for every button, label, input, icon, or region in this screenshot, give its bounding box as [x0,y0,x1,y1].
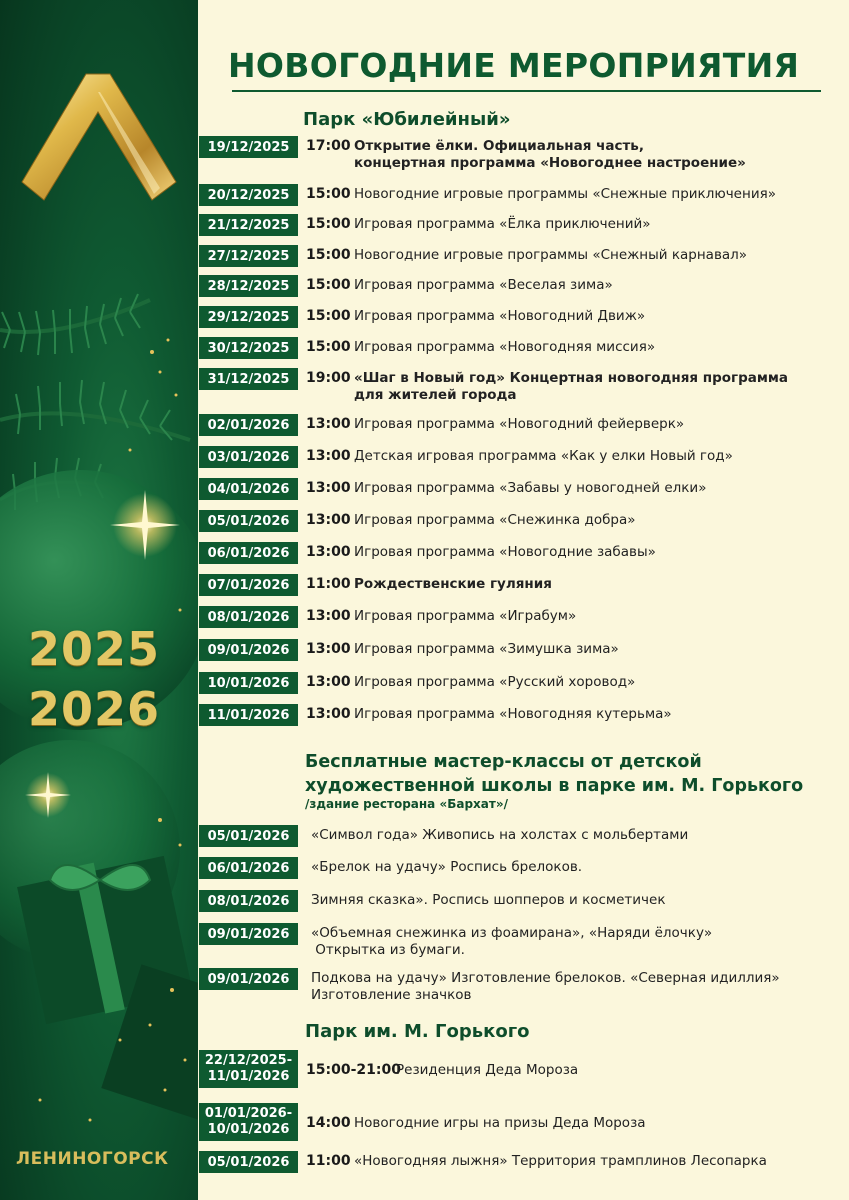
event-description: Игровая программа «Веселая зима» [354,277,613,293]
decoration-art [0,0,198,1200]
event-date-tag: 08/01/2026 [199,606,298,628]
workshop-description: «Объемная снежинка из фоамирана», «Наряди ёлочку» [311,925,713,941]
event-description: Детская игровая программа «Как у елки Новый год» [354,448,733,464]
event-time: 15:00 [306,216,351,232]
park-date-line: 10/01/2026 [207,1122,290,1137]
section-subtitle: /здание ресторана «Бархат»/ [305,797,508,811]
park-date-line: 05/01/2026 [207,1154,290,1170]
event-description: Игровая программа «Новогодние забавы» [354,544,656,560]
workshop-description: «Брелок на удачу» Роспись брелоков. [311,859,583,875]
event-description: Игровая программа «Новогодняя миссия» [354,339,656,355]
event-time: 17:00 [306,138,351,154]
event-description: Новогодние игровые программы «Снежный карнавал» [354,247,748,263]
event-time: 11:00 [306,576,351,592]
year-start: 2025 [28,622,161,676]
section-title: Бесплатные мастер-классы от детской [305,752,702,772]
event-description: Рождественские гуляния [354,576,552,592]
park-event-time: 14:00 [306,1115,351,1131]
event-date-tag: 31/12/2025 [199,368,298,390]
event-time: 13:00 [306,641,351,657]
event-date-tag: 21/12/2025 [199,214,298,236]
event-date-tag: 19/12/2025 [199,136,298,158]
event-description: Игровая программа «Снежинка добра» [354,512,636,528]
event-description: Открытие ёлки. Официальная часть, [354,138,644,154]
event-time: 15:00 [306,308,351,324]
event-description: Игровая программа «Новогодний фейерверк» [354,416,685,432]
section-title: художественной школы в парке им. М. Горького [305,776,804,796]
event-date-tag: 04/01/2026 [199,478,298,500]
event-time: 13:00 [306,674,351,690]
park-date-tag [199,1103,298,1141]
event-time: 15:00 [306,247,351,263]
event-description: Игровая программа «Новогодняя кутерьма» [354,706,672,722]
event-date-tag: 28/12/2025 [199,275,298,297]
event-time: 13:00 [306,448,351,464]
park-date-tag [199,1050,298,1088]
page-title: НОВОГОДНИЕ МЕРОПРИЯТИЯ [228,46,800,85]
event-time: 15:00 [306,339,351,355]
event-date-tag: 05/01/2026 [199,510,298,532]
event-time: 13:00 [306,544,351,560]
workshop-date-tag: 09/01/2026 [199,923,298,945]
city-name: ЛЕНИНОГОРСК [16,1149,169,1169]
workshop-date-tag: 05/01/2026 [199,825,298,847]
workshop-description: «Символ года» Живопись на холстах с мольбертами [311,827,689,843]
event-date-tag: 02/01/2026 [199,414,298,436]
event-date-tag: 30/12/2025 [199,337,298,359]
event-date-tag: 06/01/2026 [199,542,298,564]
year-end: 2026 [28,682,161,736]
event-date-tag: 20/12/2025 [199,184,298,206]
park-event-description: Резиденция Деда Мороза [396,1062,579,1078]
event-description: Игровая программа «Ёлка приключений» [354,216,651,232]
event-date-tag: 09/01/2026 [199,639,298,661]
workshop-description: Открытка из бумаги. [311,942,465,958]
event-time: 13:00 [306,480,351,496]
event-date-tag: 29/12/2025 [199,306,298,328]
logo-icon [22,74,176,200]
event-time: 15:00 [306,277,351,293]
park-event-description: «Новогодняя лыжня» Территория трамплинов Лесопарка [354,1153,767,1169]
park-date-line: 11/01/2026 [207,1069,290,1084]
park-date-line: 22/12/2025- [204,1053,293,1068]
title-divider [232,90,821,92]
park-event-description: Новогодние игры на призы Деда Мороза [354,1115,646,1131]
event-description: Игровая программа «Новогодний Движ» [354,308,646,324]
event-date-tag: 03/01/2026 [199,446,298,468]
left-panel [0,0,198,1200]
event-description: для жителей города [354,387,517,403]
workshop-date-tag: 09/01/2026 [199,968,298,990]
park-date-line: 01/01/2026- [204,1106,293,1121]
park-date-tag [199,1151,298,1173]
event-time: 13:00 [306,706,351,722]
workshop-date-tag: 08/01/2026 [199,890,298,912]
workshop-description: Зимняя сказка». Роспись шопперов и косметичек [311,892,666,908]
park-event-time: 15:00-21:00 [306,1062,401,1078]
section-title: Парк им. М. Горького [305,1021,530,1042]
workshop-description: Изготовление значков [311,987,472,1003]
event-description: Игровая программа «Забавы у новогодней елки» [354,480,707,496]
event-date-tag: 11/01/2026 [199,704,298,726]
event-description: Новогодние игровые программы «Снежные приключения» [354,186,776,202]
event-time: 13:00 [306,512,351,528]
event-description: Игровая программа «Русский хоровод» [354,674,636,690]
event-time: 19:00 [306,370,351,386]
event-description: Игровая программа «Зимушка зима» [354,641,619,657]
event-description: концертная программа «Новогоднее настроение» [354,155,746,171]
event-time: 15:00 [306,186,351,202]
workshop-date-tag: 06/01/2026 [199,857,298,879]
event-date-tag: 07/01/2026 [199,574,298,596]
event-date-tag: 27/12/2025 [199,245,298,267]
event-time: 13:00 [306,608,351,624]
event-description: «Шаг в Новый год» Концертная новогодняя программа [354,370,789,386]
workshop-description: Подкова на удачу» Изготовление брелоков. «Северная идиллия» [311,970,780,986]
park-event-time: 11:00 [306,1153,351,1169]
event-date-tag: 10/01/2026 [199,672,298,694]
section-title: Парк «Юбилейный» [303,109,511,130]
event-time: 13:00 [306,416,351,432]
event-description: Игровая программа «Играбум» [354,608,577,624]
